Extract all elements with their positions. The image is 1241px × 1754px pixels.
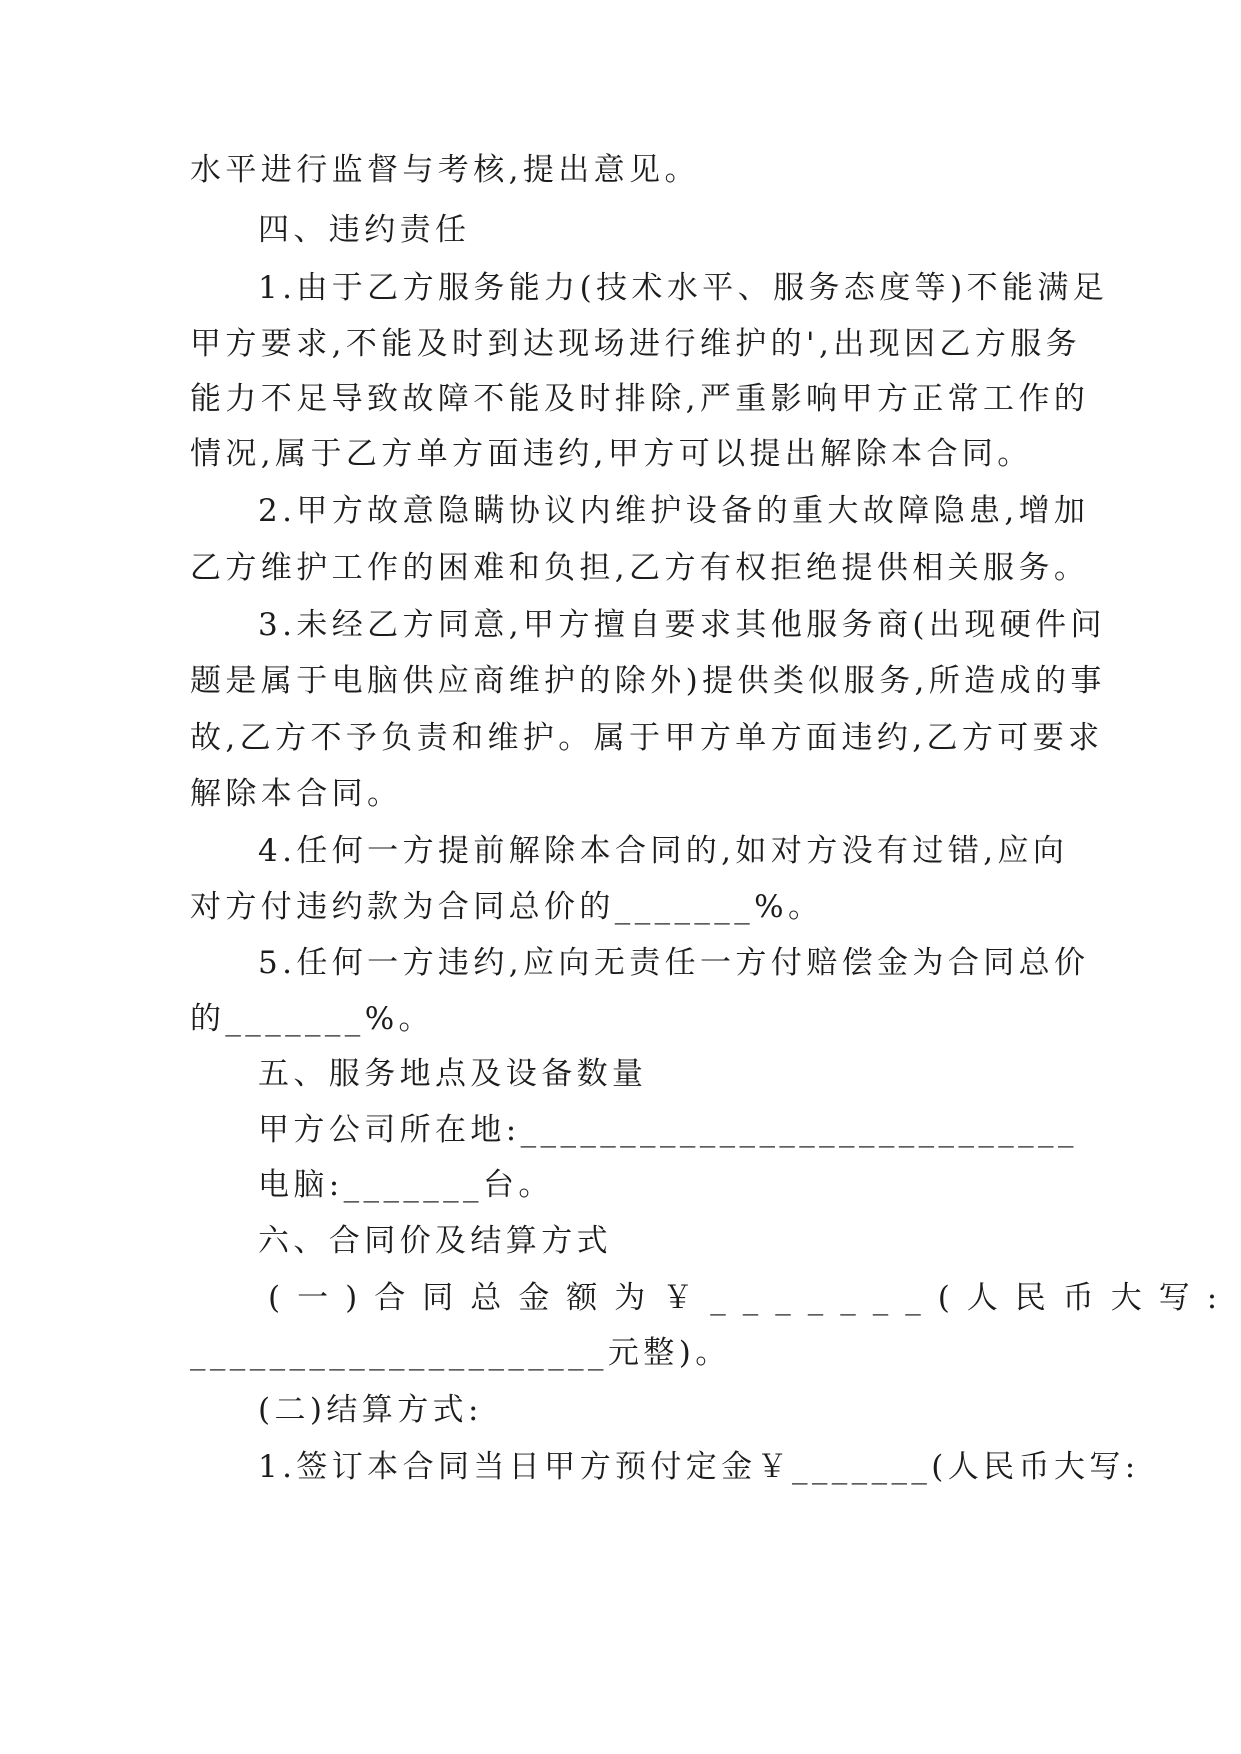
section-heading: 四、违约责任	[258, 212, 471, 248]
paragraph-line: 3.未经乙方同意,甲方擅自要求其他服务商(出现硬件问	[258, 607, 1106, 643]
paragraph-line: 能力不足导致故障不能及时排除,严重影响甲方正常工作的	[190, 381, 1090, 417]
paragraph-line: 情况,属于乙方单方面违约,甲方可以提出解除本合同。	[190, 436, 1033, 472]
paragraph-line: 水平进行监督与考核,提出意见。	[190, 152, 700, 188]
paragraph-line: 对方付违约款为合同总价的_______%。	[190, 889, 824, 925]
paragraph-line: (二)结算方式:	[258, 1392, 483, 1428]
paragraph-line: 解除本合同。	[190, 776, 403, 812]
paragraph-line: 4.任何一方提前解除本合同的,如对方没有过错,应向	[258, 833, 1069, 869]
paragraph-line: _____________________元整)。	[190, 1335, 731, 1371]
paragraph-line: 5.任何一方违约,应向无责任一方付赔偿金为合同总价	[258, 945, 1090, 981]
paragraph-line: 甲方要求,不能及时到达现场进行维护的',出现因乙方服务	[190, 326, 1082, 362]
paragraph-line: 2.甲方故意隐瞒协议内维护设备的重大故障隐患,增加	[258, 493, 1090, 529]
paragraph-line: 题是属于电脑供应商维护的除外)提供类似服务,所造成的事	[190, 663, 1106, 699]
section-heading: 六、合同价及结算方式	[258, 1223, 612, 1259]
paragraph-line: 电脑:_______台。	[258, 1167, 554, 1203]
paragraph-line: 的_______%。	[190, 1001, 434, 1037]
paragraph-line: 故,乙方不予负责和维护。属于甲方单方面违约,乙方可要求	[190, 720, 1104, 756]
paragraph-line: 1.由于乙方服务能力(技术水平、服务态度等)不能满足	[258, 270, 1109, 306]
section-heading: 五、服务地点及设备数量	[258, 1056, 648, 1092]
paragraph-line: 乙方维护工作的困难和负担,乙方有权拒绝提供相关服务。	[190, 550, 1090, 586]
paragraph-line: 甲方公司所在地:____________________________	[258, 1112, 1078, 1148]
paragraph-line: 1.签订本合同当日甲方预付定金￥_______(人民币大写:	[258, 1449, 1140, 1485]
paragraph-line: (一)合同总金额为￥_______(人民币大写:	[268, 1280, 1235, 1316]
